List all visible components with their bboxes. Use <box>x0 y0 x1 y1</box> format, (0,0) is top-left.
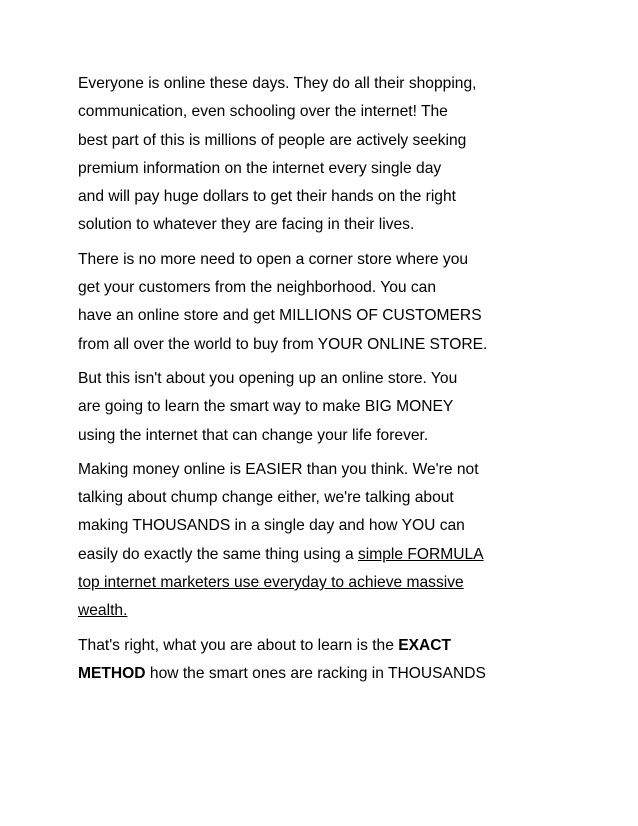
text-line: from all over the world to buy from YOUR ONLINE STORE. <box>78 335 488 353</box>
text-line: Everyone is online these days. They do all their shopping, <box>78 75 477 92</box>
text-line: premium information on the internet every single day <box>78 159 442 177</box>
line-text: That's right, what you are about to learn is the <box>78 636 399 654</box>
paragraph-5 <box>78 632 578 689</box>
text-line: best part of this is millions of people are actively seeking <box>78 131 467 149</box>
text-line <box>78 569 578 597</box>
paragraph-4 <box>78 456 578 626</box>
paragraph-2 <box>78 246 578 359</box>
text-line: have an online store and get MILLIONS OF CUSTOMERS <box>78 307 482 325</box>
text-line <box>78 632 578 660</box>
text-line: Making money online is EASIER than you think. We're not <box>78 460 479 478</box>
text-line: are going to learn the smart way to make BIG MONEY <box>78 398 454 416</box>
text-line: There is no more need to open a corner store where you <box>78 250 469 268</box>
text-line <box>78 597 578 625</box>
paragraph-3 <box>78 365 578 450</box>
emphasis-text: METHOD <box>78 664 146 682</box>
text-line: making THOUSANDS in a single day and how YOU can <box>78 517 465 535</box>
emphasis-text: EXACT <box>398 636 452 654</box>
text-line: using the internet that can change your life forever. <box>78 426 429 444</box>
line-text: easily do exactly the same thing using a <box>78 545 358 563</box>
text-line: communication, even schooling over the internet! The <box>78 103 448 121</box>
text-line: talking about chump change either, we're talking about <box>78 489 454 507</box>
document-body <box>78 70 578 694</box>
line-text: how the smart ones are racking in THOUSANDS <box>145 664 486 682</box>
formula-link-text[interactable]: wealth. <box>78 602 128 620</box>
text-line: get your customers from the neighborhood. You can <box>78 279 437 297</box>
formula-link-text[interactable]: top internet marketers use everyday to achieve massive <box>78 574 464 592</box>
text-line <box>78 660 578 688</box>
text-line <box>78 541 578 569</box>
text-line: But this isn't about you opening up an online store. You <box>78 369 458 387</box>
text-line: solution to whatever they are facing in their lives. <box>78 216 415 234</box>
paragraph-1 <box>78 70 578 240</box>
formula-link-text[interactable]: simple FORMULA <box>357 545 484 563</box>
text-line: and will pay huge dollars to get their hands on the right <box>78 188 456 206</box>
